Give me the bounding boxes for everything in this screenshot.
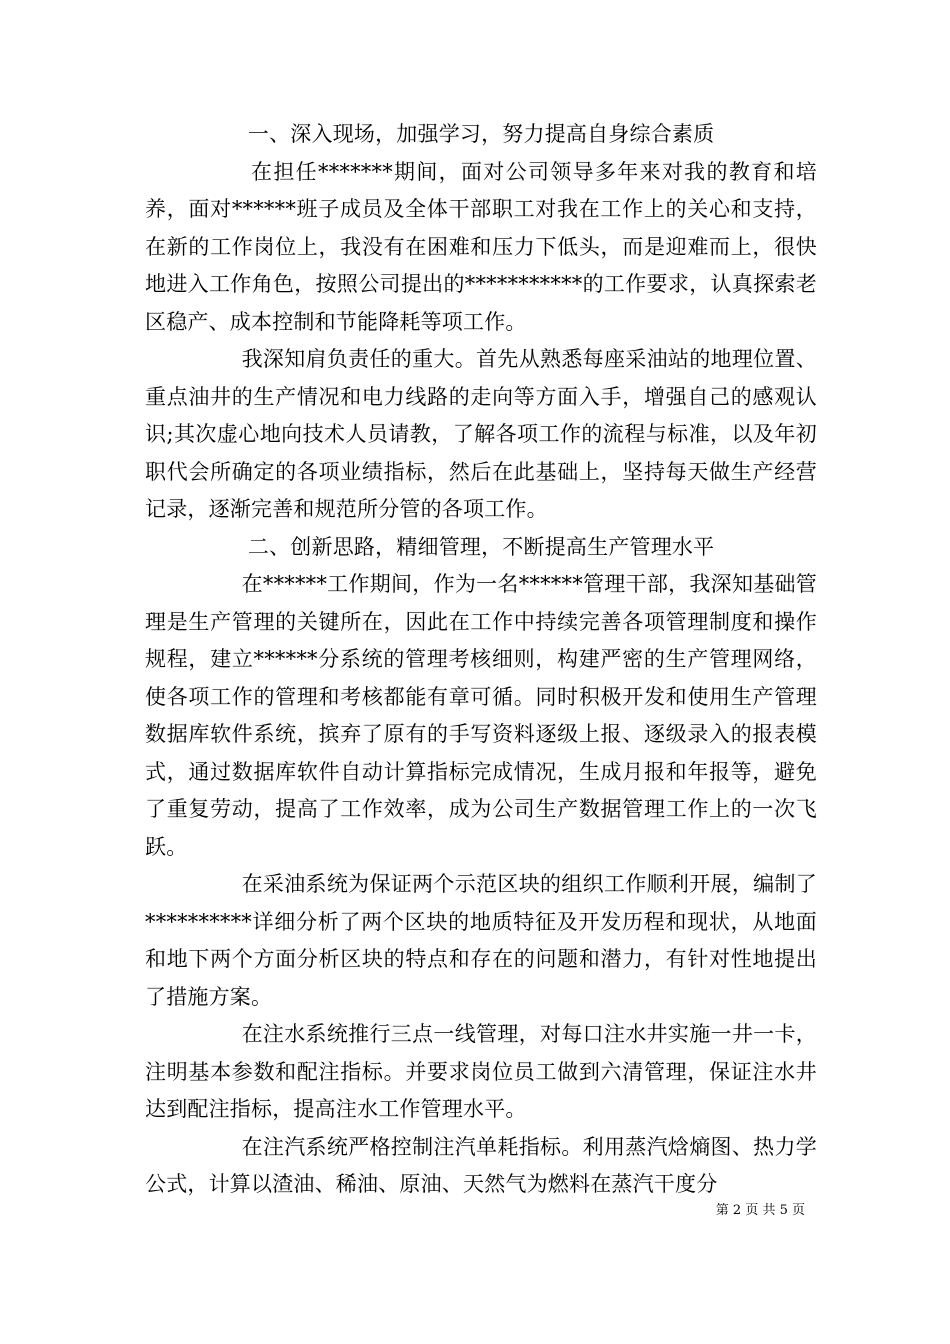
document-body <box>145 116 817 1204</box>
paragraph-3: 在******工作期间，作为一名******管理干部，我深知基础管理是生产管理的关键所在，因此在工作中持续完善各项管理制度和操作规程，建立******分系统的管理考核细则，构建严密的生产管理网络，使各项工作的管理和考核都能有章可循。同时积极开发和使用生产管理数据库软件系统，摈弃了原有的手写资料逐级上报、逐级录入的报表模式，通过数据库软件自动计算指标完成情况，生成月报和年报等，避免了重复劳动，提高了工作效率，成为公司生产数据管理工作上的一次飞跃。 <box>145 572 817 859</box>
section-heading-2: 二、创新思路，精细管理，不断提高生产管理水平 <box>247 534 715 559</box>
paragraph-5: 在注水系统推行三点一线管理，对每口注水井实施一井一卡，注明基本参数和配注指标。并要求岗位员工做到六清管理，保证注水井达到配注指标，提高注水工作管理水平。 <box>145 1022 817 1121</box>
section-heading-1: 一、深入现场，加强学习，努力提高自身综合素质 <box>247 122 715 146</box>
paragraph-4: 在采油系统为保证两个示范区块的组织工作顺利开展，编制了**********详细分析了两个区块的地质特征及开发历程和现状，从地面和地下两个方面分析区块的特点和存在的问题和潜力，有针对性地提出了措施方案。 <box>145 872 817 1009</box>
page-number-footer: 第 2 页 共 5 页 <box>715 1203 805 1218</box>
paragraph-2: 我深知肩负责任的重大。首先从熟悉每座采油站的地理位置、重点油井的生产情况和电力线路的走向等方面入手，增强自己的感观认识;其次虚心地向技术人员请教，了解各项工作的流程与标准，以及年初职代会所确定的各项业绩指标，然后在此基础上，坚持每天做生产经营记录，逐渐完善和规范所分管的各项工作。 <box>145 347 817 521</box>
paragraph-6: 在注汽系统严格控制注汽单耗指标。利用蒸汽焓熵图、热力学公式，计算以渣油、稀油、原油、天然气为燃料在蒸汽干度分 <box>145 1134 817 1196</box>
paragraph-1: 在担任*******期间，面对公司领导多年来对我的教育和培养，面对******班子成员及全体干部职工对我在工作上的关心和支持，在新的工作岗位上，我没有在困难和压力下低头，而是迎难而上，很快地进入工作角色，按照公司提出的***********的工作要求，认真探索老区稳产、成本控制和节能降耗等项工作。 <box>145 159 817 334</box>
